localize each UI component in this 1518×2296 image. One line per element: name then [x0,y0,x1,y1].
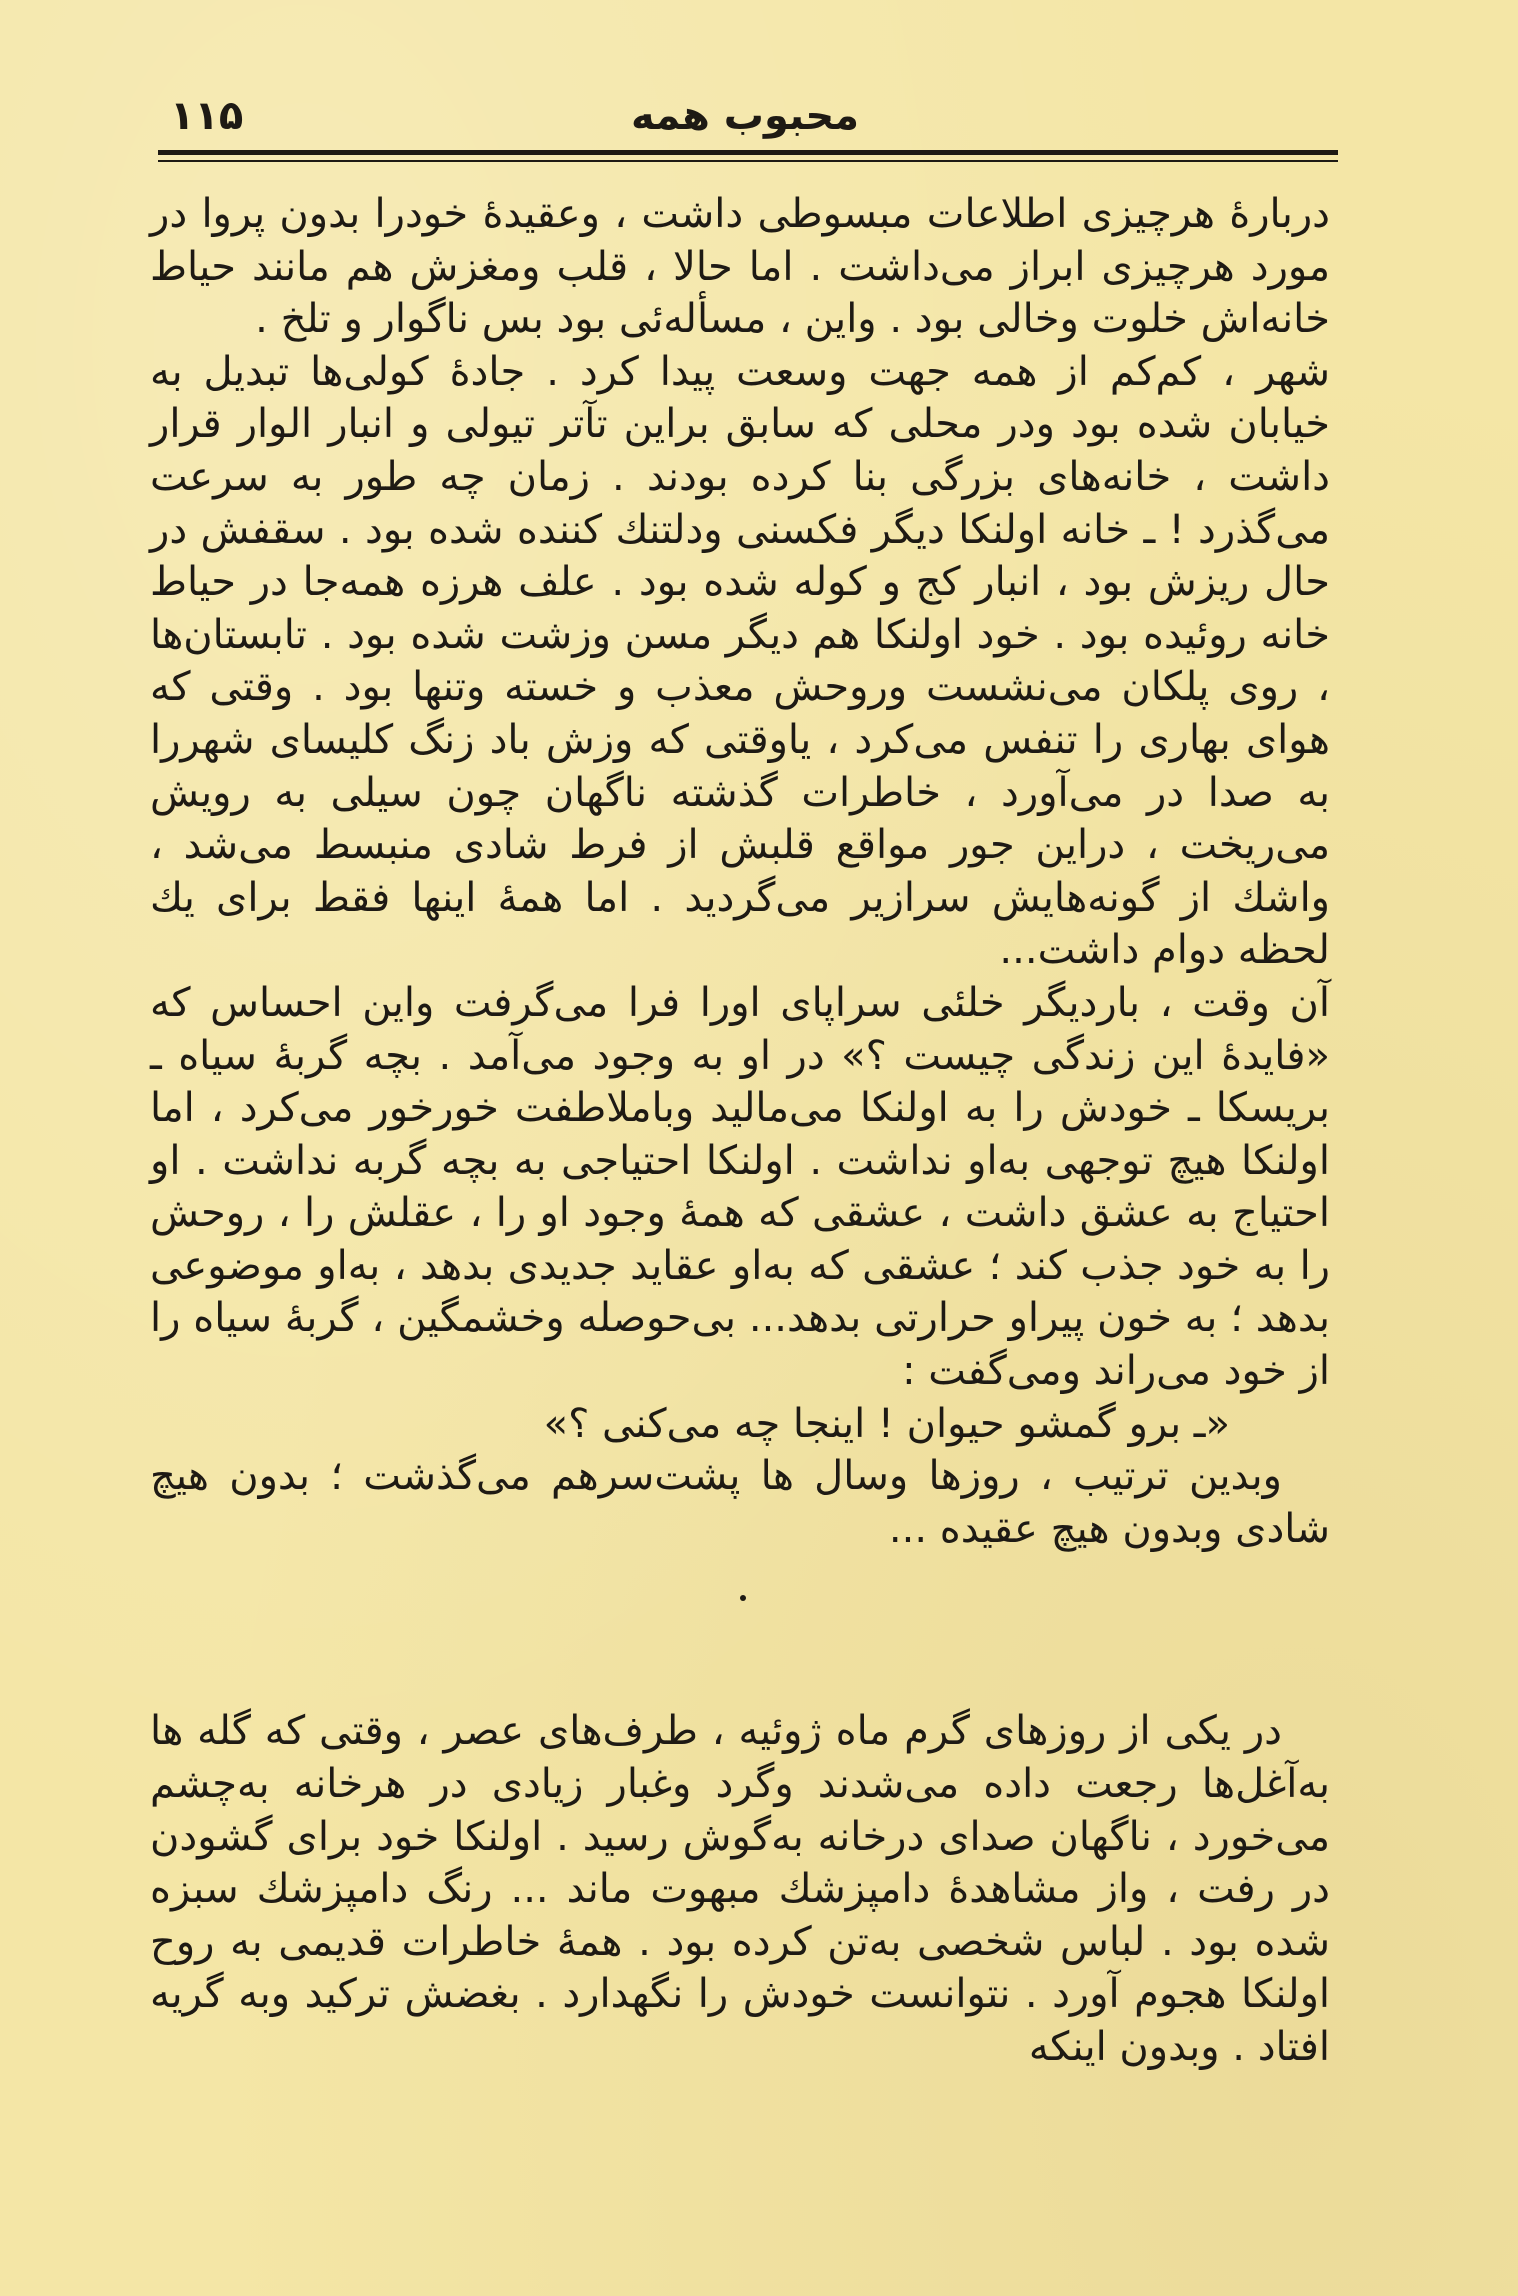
quoted-line: «ـ برو گمشو حیوان ! اینجا چه می‌کنی ؟» [543,1400,1230,1447]
paragraph-5: در یکی از روزهای گرم ماه ژوئیه ، طرف‌های عصر ، وقتی که گله ها به‌آغل‌ها رجعت داده می‌شدند وگرد وغبار زیادی در هرخانه به‌چشم می‌خورد ، ناگهان صدای درخانه به‌گوش رسید . اولنکا خود برای گشودن در رفت ، واز مشاهدهٔ دامپزشك مبهوت ماند ... رنگ دامپزشك سبزه شده بود . لباس شخصی به‌تن کرده بود . همهٔ خاطرات قدیمی به روح اولنکا هجوم آورد . نتوانست خودش را نگهدارد . بغضش ترکید وبه گریه افتاد . وبدون اینکه [150,1708,1330,2070]
section-separator-dot [150,1555,1330,1705]
paragraph-1: دربارهٔ هرچیزی اطلاعات مبسوطی داشت ، وعقیدهٔ خودرا بدون پروا در مورد هرچیزی ابراز می‌داشت . اما حالا ، قلب ومغزش هم مانند حیاط خانه‌اش خلوت وخالی بود . واین ، مسأله‌ئی بود بس ناگوار و تلخ . [150,191,1330,343]
page-number: ۱۱۵ [170,93,244,139]
header-rule-thin [158,160,1338,162]
paragraph-4: وبدین ترتیب ، روزها وسال ها پشت‌سرهم می‌گذشت ؛ بدون هیچ شادی وبدون هیچ عقیده ... [150,1453,1330,1552]
paragraph-2: شهر ، کم‌کم از همه جهت وسعت پیدا کرد . جادهٔ کولی‌ها تبدیل به خیابان شده بود ودر محلی که سابق براین تآتر تیولی و انبار الوار قرار داشت ، خانه‌های بزرگی بنا کرده بودند . زمان چه طور به سرعت می‌گذرد ! ـ خانه اولنکا دیگر فکسنی ودلتنك کننده شده بود . سقفش در حال ریزش بود ، انبار کج و کوله شده بود . علف هرزه همه‌جا در حیاط خانه روئیده بود . خود اولنکا هم دیگر مسن وزشت شده بود . تابستان‌ها ، روی پلکان می‌نشست وروحش معذب و خسته وتنها بود . وقتی که هوای بهاری را تنفس می‌کرد ، یاوقتی که وزش باد زنگ کلیسای شهررا به صدا در می‌آورد ، خاطرات گذشته ناگهان چون سیلی به رویش می‌ریخت ، دراین جور مواقع قلبش از فرط شادی منبسط می‌شد ، واشك از گونه‌هایش سرازیر می‌گردید . اما همهٔ اینها فقط برای یك لحظه دوام داشت... [150,348,1330,974]
running-title: محبوب همه [631,93,859,139]
body-text [150,188,1330,2074]
page-header [150,86,1340,146]
header-rule-thick [158,150,1338,155]
paragraph-3: آن وقت ، باردیگر خلئی سراپای اورا فرا می‌گرفت واین احساس که «فایدهٔ این زندگی چیست ؟» در او به وجود می‌آمد . بچه گربهٔ سیاه ـ بریسکا ـ خودش را به اولنکا می‌مالید وباملاطفت خورخور می‌کرد ، اما اولنکا هیچ توجهی به‌او نداشت . اولنکا احتیاجی به بچه گربه نداشت . او احتیاج به عشق داشت ، عشقی که همهٔ وجود او را ، عقلش را ، روحش را به خود جذب کند ؛ عشقی که به‌او عقاید جدیدی بدهد ، به‌او موضوعی بدهد ؛ به خون پیراو حرارتی بدهد... بی‌حوصله وخشمگین ، گربهٔ سیاه را از خود می‌راند ومی‌گفت : [150,979,1330,1395]
